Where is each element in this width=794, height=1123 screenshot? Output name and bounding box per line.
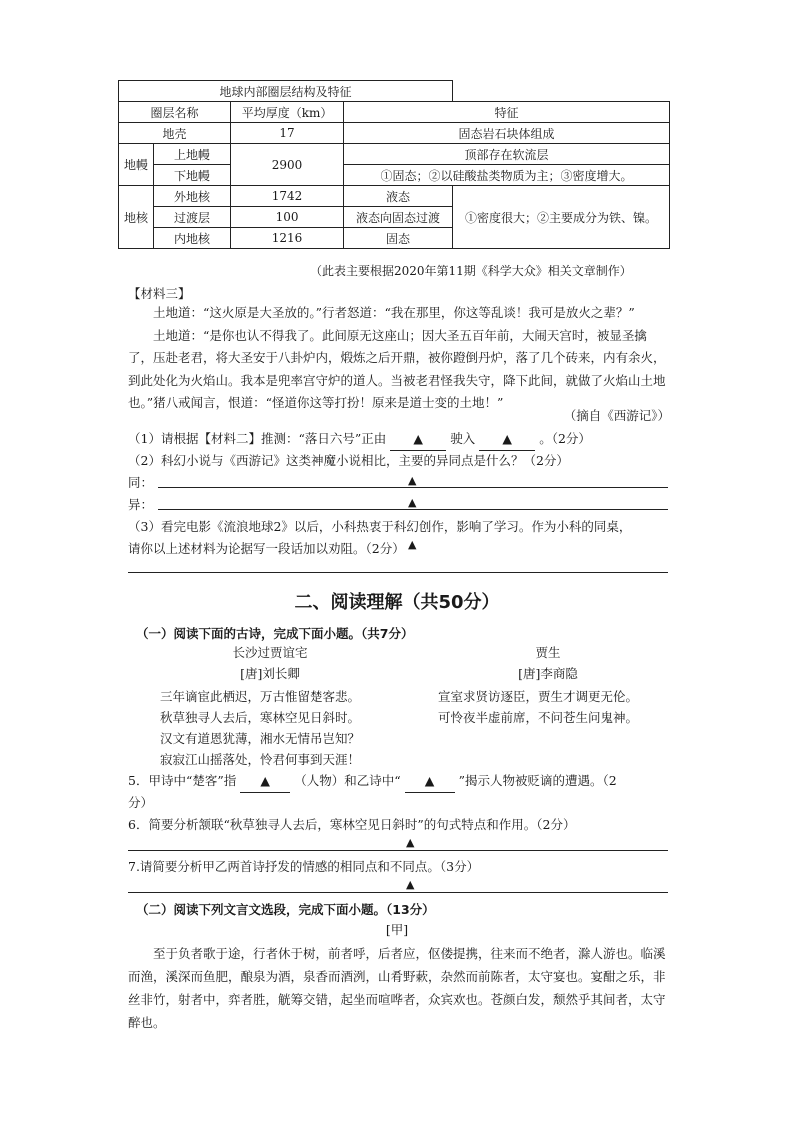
- outer-core: 外地核: [154, 186, 231, 207]
- question-2: （2）科幻小说与《西游记》这类神魔小说相比，主要的异同点是什么？（2分）: [128, 453, 569, 468]
- lower-mantle: 下地幔: [154, 165, 231, 186]
- same-label: 同：: [128, 475, 154, 490]
- upper-mantle: 上地幔: [154, 144, 231, 165]
- question-1: （1）请根据【材料二】推测：“落日六号”正由 ▲ 驶入 ▲ 。（2分）: [128, 428, 591, 451]
- mantle-feature-bottom: ①固态；②以硅酸盐类物质为主；③密度增大。: [344, 165, 670, 186]
- section-2-title: 二、阅读理解（共50分）: [294, 592, 500, 613]
- answer-marker-diff: ▲: [408, 496, 417, 509]
- part-1-heading: （一）阅读下面的古诗，完成下面小题。（共7分）: [136, 626, 414, 641]
- q3-answer-line[interactable]: [128, 572, 668, 573]
- crust-name: 地壳: [119, 123, 231, 144]
- poem-jia-author: [唐]刘长卿: [240, 666, 300, 681]
- diff-answer-line[interactable]: [158, 509, 668, 510]
- answer-marker-q3: ▲: [408, 538, 417, 551]
- poem-yi-title: 贾生: [535, 645, 561, 660]
- transition-layer: 过渡层: [154, 207, 231, 228]
- material3-para2: 土地道：“是你也认不得我了。此间原无这座山；因大圣五百年前，大闹天宫时，被显圣擒了，压赴老君，将大圣安于八卦炉内，煅炼之后开鼎，被你蹬倒丹炉，落了几个砖来，内有余火，到此处化为火焰山。我本是兜率宫守炉的道人。当被老君怪我失守，降下此间，就做了火焰山土地也。”猪八戒闻言，恨道：“怪道你这等打扮！原来是道士变的土地！”: [128, 327, 666, 410]
- question-7: 7.请简要分析甲乙两首诗抒发的情感的相同点和不同点。（3分）: [128, 859, 480, 874]
- q6-answer-line[interactable]: [128, 850, 668, 851]
- same-answer-line[interactable]: [158, 487, 668, 488]
- table-note: （此表主要根据2020年第11期《科学大众》相关文章制作）: [310, 264, 632, 278]
- poem-jia-line: 秋草独寻人去后，寒林空见日斜时。: [160, 710, 361, 725]
- diff-label: 异：: [128, 497, 154, 512]
- material3-para1: 土地道：“这火原是大圣放的。”行者怒道：“我在那里，你这等乱谈！我可是放火之辈？”: [153, 305, 635, 320]
- poem-jia-line: 汉文有道恩犹薄，湘水无情吊岂知？: [160, 731, 361, 746]
- poem-yi-line: 宣室求贤访逐臣，贾生才调更无伦。: [438, 689, 639, 704]
- question-5: 5．甲诗中“楚客”指 ▲ （人物）和乙诗中“ ▲ ”揭示人物被贬谪的遭遇。（2: [128, 770, 617, 793]
- answer-blank-2[interactable]: ▲: [479, 428, 535, 451]
- mantle-feature-top: 顶部存在软流层: [344, 144, 670, 165]
- answer-blank-q5b[interactable]: ▲: [405, 770, 455, 793]
- header-feature: 特征: [344, 102, 670, 123]
- poem-yi-author: [唐]李商隐: [518, 666, 578, 681]
- crust-feature: 固态岩石块体组成: [344, 123, 670, 144]
- poem-jia-line: 寂寂江山摇落处，怜君何事到天涯！: [160, 752, 361, 767]
- inner-core-state: 固态: [344, 228, 453, 249]
- mantle-group: 地幔: [119, 144, 154, 186]
- table-title: 地球内部圈层结构及特征: [119, 81, 453, 102]
- transition-state: 液态向固态过渡: [344, 207, 453, 228]
- question-3-line1: （3）看完电影《流浪地球2》以后，小科热衷于科幻创作，影响了学习。作为小科的同桌，: [128, 519, 632, 534]
- question-5-cont: 分）: [128, 795, 154, 810]
- outer-core-state: 液态: [344, 186, 453, 207]
- material3-text: [128, 302, 668, 415]
- question-3-line2: 请你以上述材料为论据写一段话加以劝阻。（2分）: [128, 541, 405, 556]
- transition-thickness: 100: [231, 207, 344, 228]
- header-thickness: 平均厚度（km）: [231, 102, 344, 123]
- core-group: 地核: [119, 186, 154, 249]
- inner-core-thickness: 1216: [231, 228, 344, 249]
- poem-jia-title: 长沙过贾谊宅: [232, 645, 308, 660]
- q7-answer-line[interactable]: [128, 892, 668, 893]
- part-2-heading: （二）阅读下列文言文选段，完成下面小题。（13分）: [136, 902, 435, 917]
- mantle-thickness: 2900: [231, 144, 344, 186]
- classical-passage: 至于负者歌于途，行者休于树，前者呼，后者应，伛偻提携，往来而不绝者，滁人游也。临溪而渔，溪深而鱼肥，酿泉为酒，泉香而酒洌，山肴野蔌，杂然而前陈者，太守宴也。宴酣之乐，非丝非竹，射者中，弈者胜，觥筹交错，起坐而喧哗者，众宾欢也。苍颜白发，颓然乎其间者，太守醉也。: [128, 946, 666, 1030]
- outer-core-thickness: 1742: [231, 186, 344, 207]
- poem-yi: [438, 642, 658, 728]
- material3-title: 【材料三】: [128, 286, 191, 301]
- crust-thickness: 17: [231, 123, 344, 144]
- material3-source: （摘自《西游记》）: [563, 408, 670, 423]
- poem-jia-line: 三年谪宦此栖迟，万古惟留楚客悲。: [160, 689, 361, 704]
- answer-marker-q6: ▲: [406, 836, 415, 849]
- poem-jia: [160, 642, 380, 770]
- answer-blank-1[interactable]: ▲: [390, 428, 446, 451]
- core-feature: ①密度很大；②主要成分为铁、镍。: [453, 186, 670, 249]
- inner-core: 内地核: [154, 228, 231, 249]
- passage-jia-label: [甲]: [385, 922, 409, 937]
- header-layer-name: 圈层名称: [119, 102, 231, 123]
- answer-marker-same: ▲: [408, 474, 417, 487]
- earth-layers-table: [118, 80, 670, 249]
- poem-yi-line: 可怜夜半虚前席，不问苍生问鬼神。: [438, 710, 639, 725]
- question-6: 6．简要分析颔联“秋草独寻人去后，寒林空见日斜时”的句式特点和作用。（2分）: [128, 817, 576, 832]
- answer-blank-q5a[interactable]: ▲: [240, 770, 290, 793]
- answer-marker-q7: ▲: [406, 878, 415, 891]
